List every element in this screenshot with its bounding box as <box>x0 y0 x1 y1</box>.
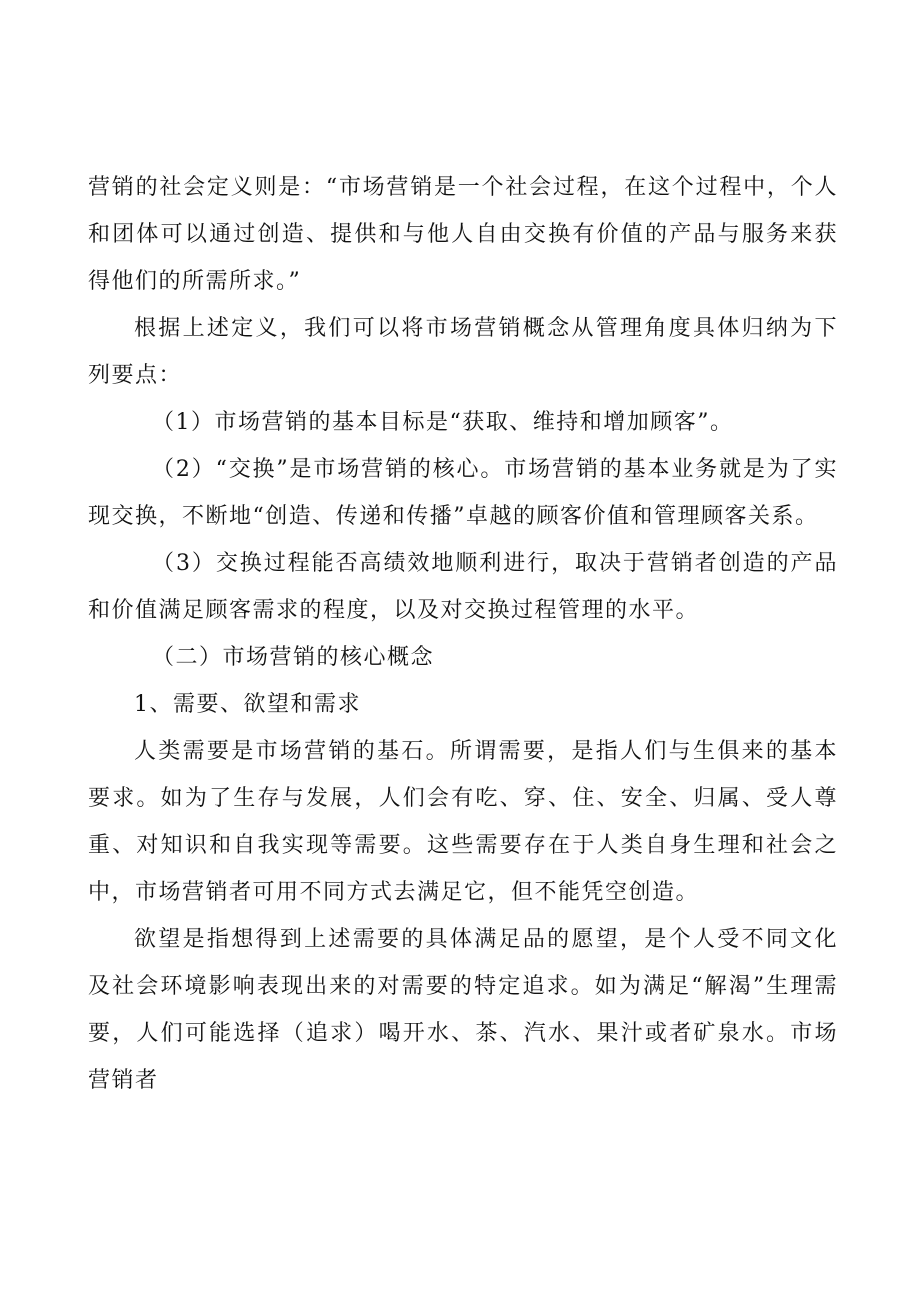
subsection-heading-needs-wants-demands: 1、需要、欲望和需求 <box>134 692 361 717</box>
paragraph-social-definition: 营销的社会定义则是：“市场营销是一个社会过程，在这个过程中，个人和团体可以通过创造、提供和与他人自由交换有价值的产品与服务来获得他们的所需所求。” <box>88 175 838 294</box>
paragraph-point-3: （3）交换过程能否高绩效地顺利进行，取决于营销者创造的产品和价值满足顾客需求的程度，以及对交换过程管理的水平。 <box>88 551 838 623</box>
document-body <box>88 164 838 1104</box>
section-heading-core-concepts: （二）市场营销的核心概念 <box>152 645 435 670</box>
paragraph-key-points-intro: 根据上述定义，我们可以将市场营销概念从管理角度具体归纳为下列要点： <box>88 316 838 388</box>
paragraph-human-needs: 人类需要是市场营销的基石。所谓需要，是指人们与生俱来的基本要求。如为了生存与发展，人们会有吃、穿、住、安全、归属、受人尊重、对知识和自我实现等需要。这些需要存在于人类自身生理和社会之中，市场营销者可用不同方式去满足它，但不能凭空创造。 <box>88 739 838 905</box>
paragraph-point-1: （1）市场营销的基本目标是“获取、维持和增加顾客”。 <box>152 410 734 435</box>
paragraph-wants: 欲望是指想得到上述需要的具体满足品的愿望，是个人受不同文化及社会环境影响表现出来的对需要的特定追求。如为满足“解渴”生理需要，人们可能选择（追求）喝开水、茶、汽水、果汁或者矿泉水。市场营销者 <box>88 927 838 1093</box>
paragraph-point-2: （2）“交换”是市场营销的核心。市场营销的基本业务就是为了实现交换，不断地“创造、传递和传播”卓越的顾客价值和管理顾客关系。 <box>88 457 838 529</box>
